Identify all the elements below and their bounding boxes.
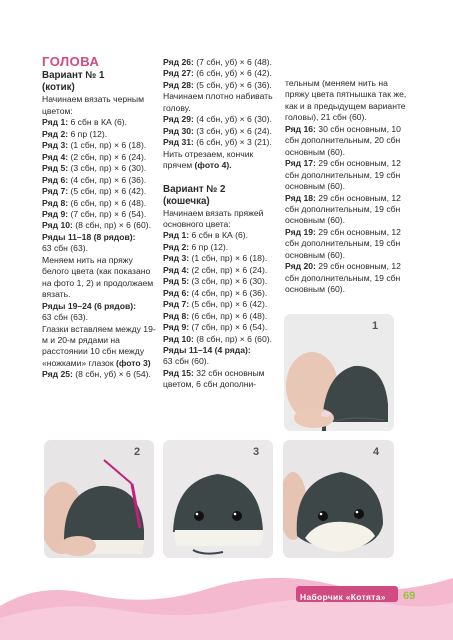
row: Ряд 7: (5 сбн, пр) × 6 (42). (42, 186, 147, 197)
rows-11-14-label: Ряды 11–14 (4 ряда): (163, 344, 251, 355)
variant2-subtitle: (кошечка) (163, 195, 210, 207)
variant1-title: Вариант № 1 (42, 70, 105, 82)
photo-3 (163, 440, 273, 558)
row: Ряд 10: (8 сбн, пр) × 6 (60). (42, 220, 151, 231)
row: Ряд 31: (6 сбн, уб) × 3 (21). (163, 137, 272, 148)
variant2-intro: Начинаем вязать пряжей основного цвета: (163, 207, 264, 229)
variant1-subtitle: (котик) (42, 82, 75, 94)
row: Ряд 4: (2 сбн, пр) × 6 (24). (163, 264, 268, 275)
rows-19-24-text: 63 сбн (63). (42, 312, 88, 323)
row: Ряд 8: (6 сбн, пр) × 6 (48). (163, 310, 268, 321)
variant2-title: Вариант № 2 (163, 183, 226, 195)
row: Ряд 18: 29 сбн основным, 12 сбн дополнительным, 19 сбн основным (60). (285, 192, 401, 226)
variant1-intro: Начинаем вязать черным цветом: (42, 94, 144, 116)
change-color-text: Меняем нить на пряжу белого цвета (как показано на фото 1, 2) и продолжаем вязать. (42, 254, 154, 300)
photo-2-number: 2 (134, 446, 141, 458)
footer-title: Наборчик «Котята» (300, 592, 386, 602)
cut-text: Нить отрезаем, кончик прячем (фото 4). (163, 148, 254, 171)
row: Ряд 9: (7 сбн, пр) × 6 (54). (163, 322, 268, 333)
row: Ряд 6: (4 сбн, пр) × 6 (36). (42, 174, 147, 185)
eyes-text: Глазки вставляем между 19-м и 20-м рядами на расстоянии 10 сбн между «ножками» глазок (фото 3) (42, 323, 156, 368)
row: Ряд 3: (1 сбн, пр) × 6 (18). (163, 253, 268, 264)
column-2 (163, 57, 279, 391)
row-15-continued: тельным (меняем нить на пряжу цвета пятнышка так же, как и в предыдущем варианте головы), 21 сбн (60). (285, 78, 407, 123)
row: Ряд 1: 6 сбн в КА (6). (42, 117, 128, 128)
row: Ряд 8: (6 сбн, пр) × 6 (48). (42, 197, 147, 208)
row: Ряд 20: 29 сбн основным, 12 сбн дополнительным, 19 сбн основным (60). (285, 261, 401, 295)
row: Ряд 19: 29 сбн основным, 12 сбн дополнительным, 19 сбн основным (60). (285, 226, 401, 260)
row: Ряд 1: 6 сбн в КА (6). (163, 230, 249, 241)
row: Ряд 3: (1 сбн, пр) × 6 (18). (42, 140, 147, 151)
rows-19-24-label: Ряды 19–24 (6 рядов): (42, 300, 136, 311)
column-1 (42, 56, 157, 381)
row: Ряд 29: (4 сбн, уб) × 6 (30). (163, 114, 272, 125)
page-number: 69 (403, 590, 416, 602)
photo-2 (44, 440, 154, 558)
row: Ряд 7: (5 сбн, пр) × 6 (42). (163, 299, 268, 310)
row: Ряд 27: (6 сбн, уб) × 6 (42). (163, 68, 272, 79)
row-15: Ряд 15: 32 сбн основным цветом, 6 сбн дополни- (163, 367, 265, 390)
row: Ряд 5: (3 сбн, пр) × 6 (30). (163, 276, 268, 287)
row: Ряд 4: (2 сбн, пр) × 6 (24). (42, 151, 147, 162)
photo-4-number: 4 (373, 446, 380, 458)
row: Ряд 30: (3 сбн, уб) × 6 (24). (163, 125, 272, 136)
row: Ряд 9: (7 сбн, пр) × 6 (54). (42, 208, 147, 219)
row: Ряд 28: (5 сбн, уб) × 6 (36). (163, 79, 272, 90)
row: Ряд 5: (3 сбн, пр) × 6 (30). (42, 163, 147, 174)
photo-4 (283, 440, 394, 558)
rows-11-14-text: 63 сбн (60). (163, 356, 209, 367)
rows-11-18-text: 63 сбн (63). (42, 243, 88, 254)
column-3 (285, 78, 411, 296)
row: Ряд 16: 30 сбн основным, 10 сбн дополнительным, 20 сбн основным (60). (285, 123, 401, 157)
row: Ряд 2: 6 пр (12). (163, 241, 229, 252)
row: Ряд 10: (8 сбн, пр) × 6 (60). (163, 333, 272, 344)
row-25: Ряд 25: (8 сбн, уб) × 6 (54). (42, 369, 151, 380)
row: Ряд 6: (4 сбн, пр) × 6 (36). (163, 287, 268, 298)
photo-1 (284, 314, 394, 431)
spacer (163, 172, 279, 184)
row: Ряд 26: (7 сбн, уб) × 6 (48). (163, 57, 272, 67)
rows-11-18-label: Ряды 11–18 (8 рядов): (42, 231, 136, 242)
variant1-rows (42, 117, 157, 232)
row: Ряд 2: 6 пр (12). (42, 128, 108, 139)
photo-3-number: 3 (253, 446, 260, 458)
photo-1-number: 1 (372, 320, 379, 332)
stuff-text: Начинаем плотно набивать голову. (163, 91, 273, 113)
section-title: ГОЛОВА (42, 54, 100, 69)
row: Ряд 17: 29 сбн основным, 12 сбн дополнительным, 19 сбн основным (60). (285, 158, 401, 192)
